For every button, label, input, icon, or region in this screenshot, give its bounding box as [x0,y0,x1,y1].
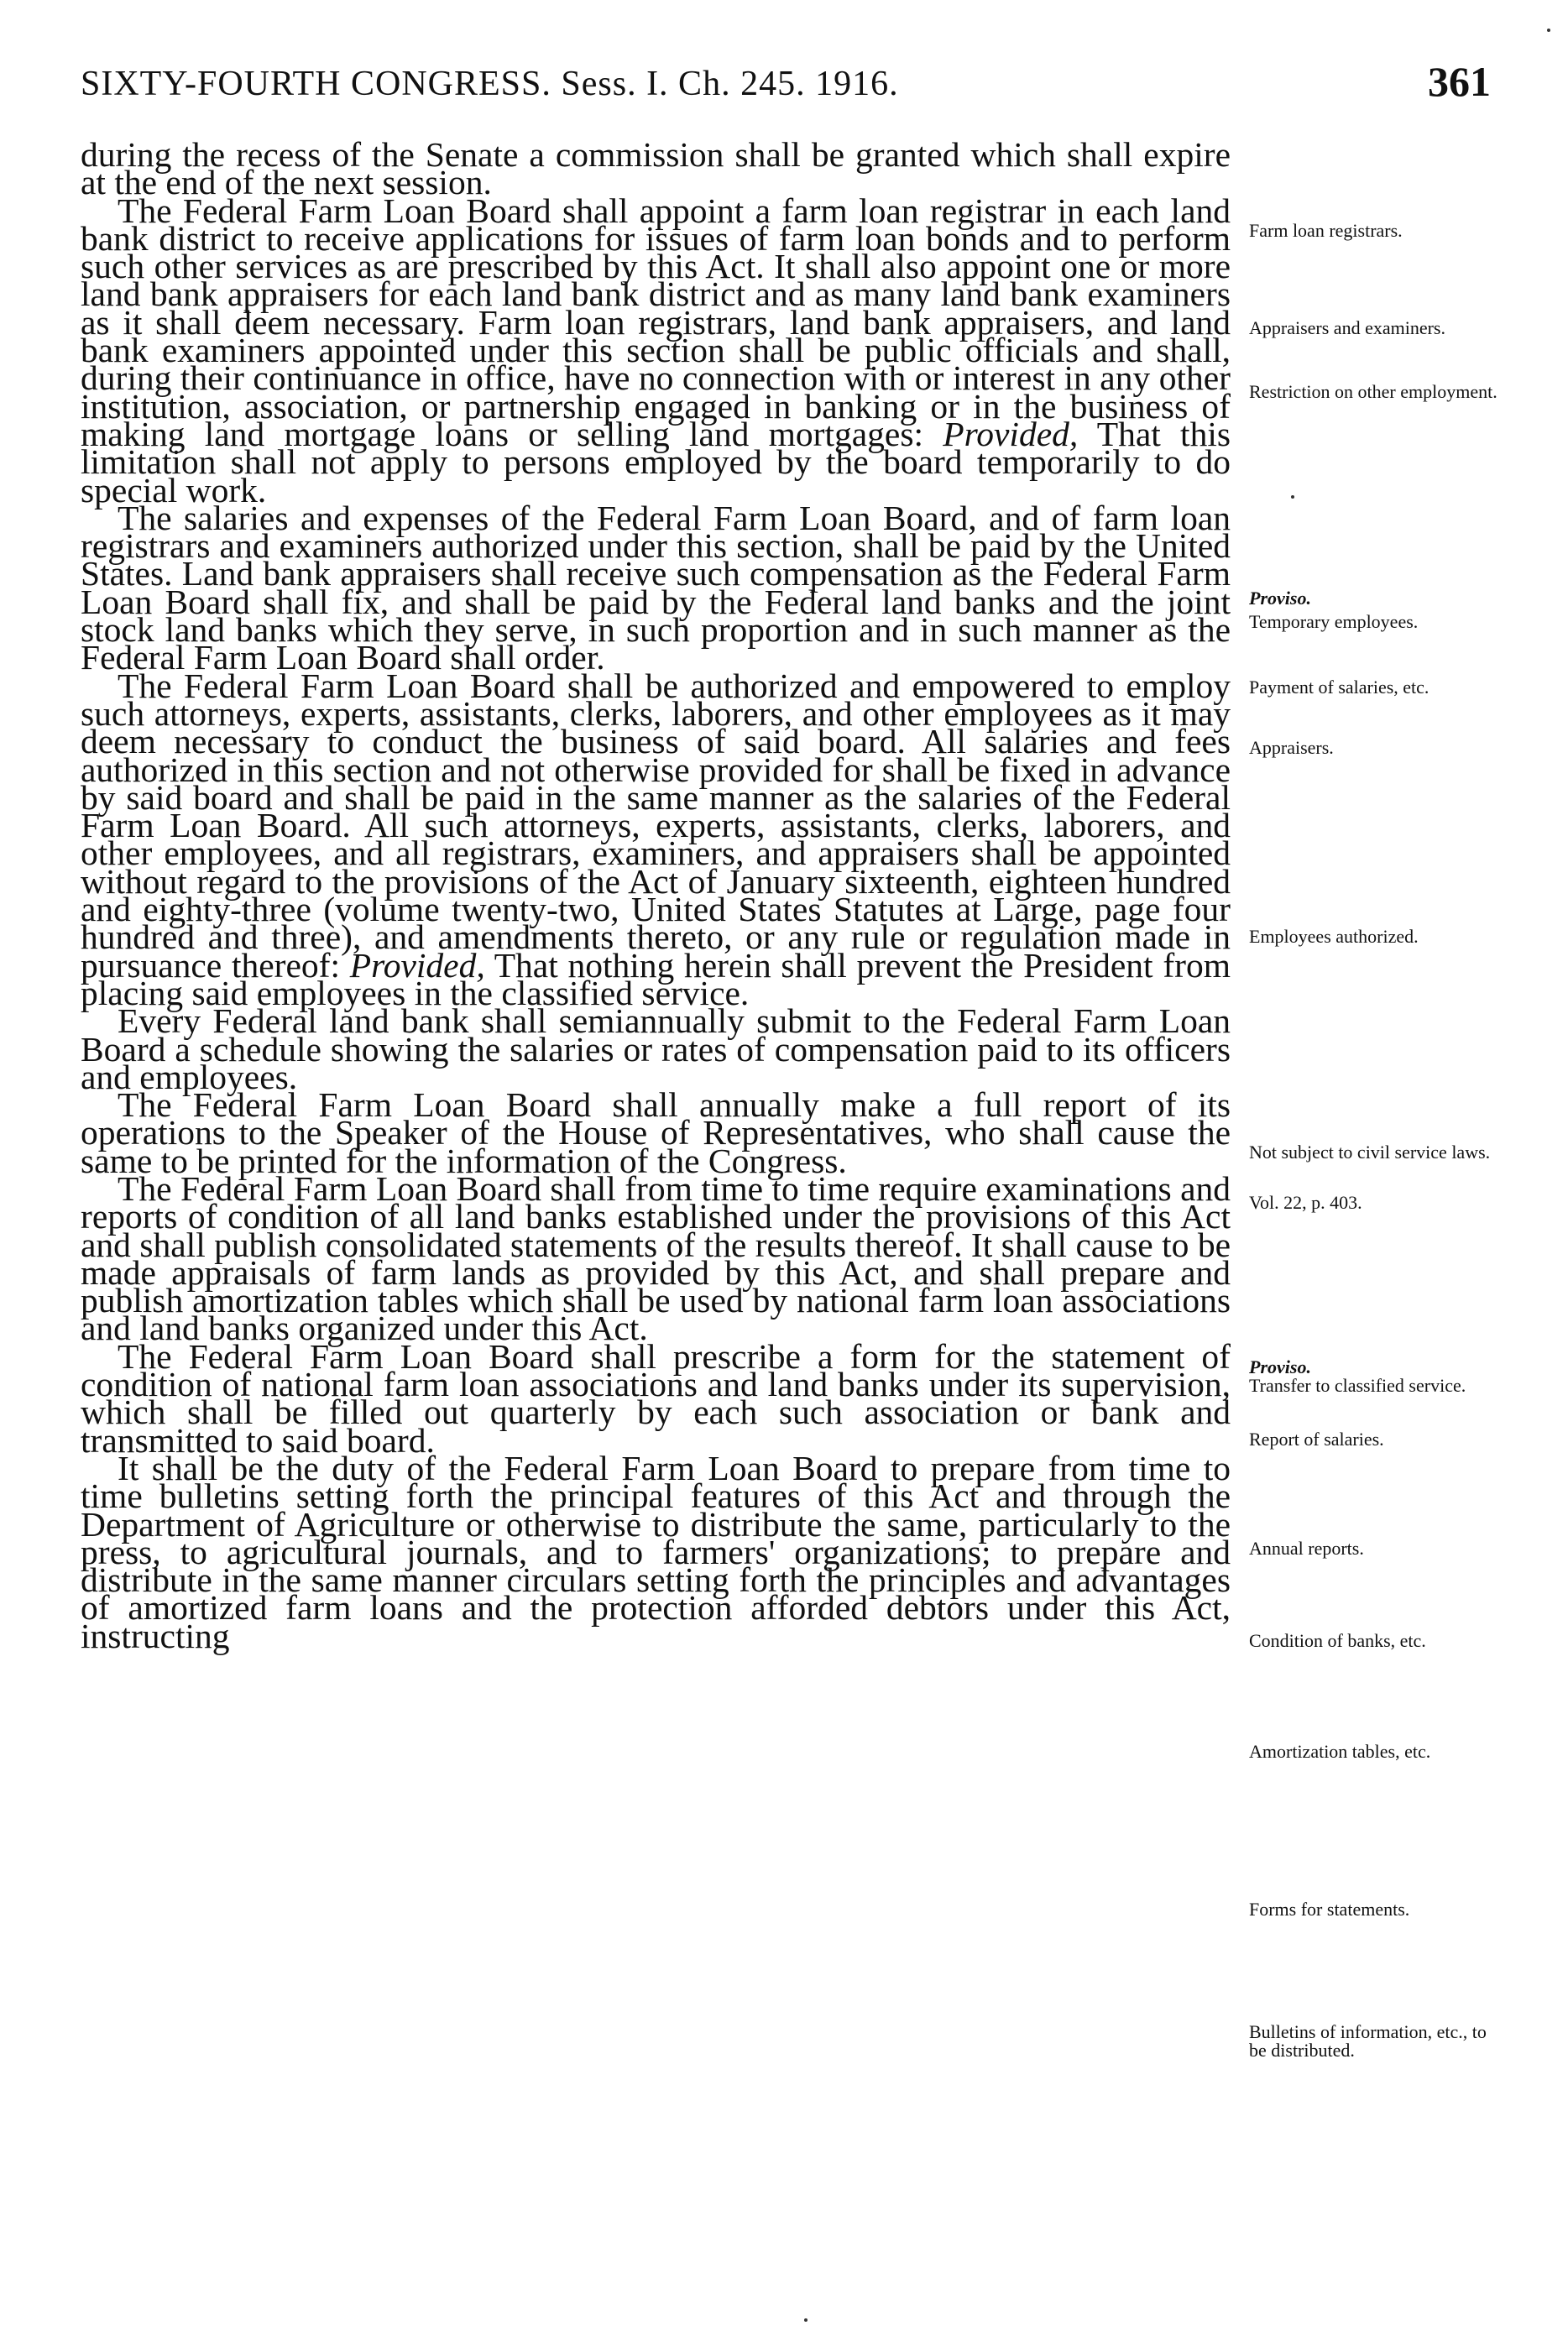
paragraph: during the recess of the Senate a commission shall be granted which shall expire at the end of the next session. [81,135,1231,202]
paragraph: The Federal Farm Loan Board shall prescribe a form for the statement of condition of national farm loan associations and land banks under its supervision, which shall be filled out quarterly by each such association or bank and transmitted to said board. [81,1336,1231,1460]
speck-mark [1291,495,1294,499]
paragraph: It shall be the duty of the Federal Farm Loan Board to prepare from time to time bulletins setting forth the principal features of this Act and through the Department of Agriculture or otherwise to distribute the same, particularly to the press, to agricultural journals, and to farmers' organizations; to prepare and distribute in the same manner circulars setting forth the principles and advantages of amortized farm loans and the protection afforded debtors under this Act, instructing [81,1448,1231,1655]
page-header [81,57,1491,116]
margin-note: Amortization tables, etc. [1249,1741,1431,1762]
speck-mark [804,2318,808,2322]
margin-note [1249,1358,1501,1377]
paragraph-text: The Federal Farm Loan Board shall be authorized and empowered to employ such attorneys, experts, assistants, clerks, laborers, and other employees as it may deem necessary to conduct the business of said board. All salaries and fees authorized in this section and not otherwise provided for shall be fixed in advance by said board and shall be paid in the same manner as the salaries of the Federal Farm Loan Board. All such attorneys, experts, assistants, clerks, laborers, and other employees, and all registrars, examiners, and appraisers shall be appointed without regard to the provisions of the Act of January sixteenth, eighteen hundred and eighty-three (volume twenty-two, United States Statutes at Large, page four hundred and three), and amendments thereto, or any rule or regulation made in pursuance thereof: [81,666,1231,985]
running-title: SIXTY-FOURTH CONGRESS. Sess. I. Ch. 245. 1916. [81,65,899,103]
proviso-note: Proviso. [1249,1356,1311,1377]
page-number: 361 [1428,58,1491,105]
proviso-note: Proviso. [1249,588,1311,609]
margin-note: Transfer to classified service. [1249,1375,1466,1396]
margin-note [1249,589,1501,608]
margin-note: Payment of salaries, etc. [1249,677,1429,698]
margin-note: Annual reports. [1249,1538,1364,1559]
margin-note: Report of salaries. [1249,1429,1384,1450]
speck-mark [1547,29,1550,32]
proviso-word: Provided, [943,414,1079,453]
paragraph-text: The Federal Farm Loan Board shall appoint a farm loan registrar in each land bank district to receive applications for issues of farm loan bonds and to perform such other services as are prescribed by this Act. It shall also appoint one or more land bank appraisers for each land bank district and as many land bank examiners as it shall deem necessary. Farm loan registrars, land bank appraisers, and land bank examiners appointed under this section shall be public officials and shall, during their continuance in office, have no connection with or interest in any other institution, association, or partnership engaged in banking or in the business of making land mortgage loans or selling land mortgages: [81,191,1231,453]
margin-note: Condition of banks, etc. [1249,1630,1426,1651]
paragraph: Every Federal land bank shall semiannually submit to the Federal Farm Loan Board a schedule showing the salaries or rates of compensation paid to its officers and employees. [81,1001,1231,1096]
paragraph [81,191,1231,510]
margin-note: Temporary employees. [1249,611,1419,632]
margin-note: Vol. 22, p. 403. [1249,1192,1362,1213]
margin-note: Farm loan registrars. [1249,220,1403,241]
body-text [81,135,1231,1655]
margin-note: Bulletins of information, etc., to be distributed. [1249,2021,1487,2061]
paragraph: The Federal Farm Loan Board shall annually make a full report of its operations to the Speaker of the House of Representatives, who shall cause the same to be printed for the information of the Congress. [81,1085,1231,1180]
margin-note: Not subject to civil service laws. [1249,1142,1491,1163]
margin-note: Restriction on other employment. [1249,381,1497,402]
paragraph: The salaries and expenses of the Federal Farm Loan Board, and of farm loan registrars and examiners authorized under this section, shall be paid by the United States. Land bank appraisers shall receive such compensation as the Federal Farm Loan Board shall fix, and shall be paid by the Federal land banks and the joint stock land banks which they serve, in such proportion and in such manner as the Federal Farm Loan Board shall order. [81,498,1231,677]
paragraph [81,666,1231,1012]
proviso-word: Provided, [349,945,485,985]
margin-note: Employees authorized. [1249,926,1419,947]
paragraph-text: That nothing herein shall prevent the President from placing said employees in the classified service. [81,945,1231,1012]
margin-note: Appraisers and examiners. [1249,317,1445,338]
paragraph-text: That this limitation shall not apply to persons employed by the board temporarily to do special work. [81,414,1231,510]
margin-note: Appraisers. [1249,737,1334,758]
paragraph: The Federal Farm Loan Board shall from time to time require examinations and reports of condition of all land banks established under the provisions of this Act and shall publish consolidated statements of the results thereof. It shall cause to be made appraisals of farm lands as provided by this Act, and shall prepare and publish amortization tables which shall be used by national farm loan associations and land banks organized under this Act. [81,1168,1231,1348]
margin-note: Forms for statements. [1249,1899,1410,1920]
